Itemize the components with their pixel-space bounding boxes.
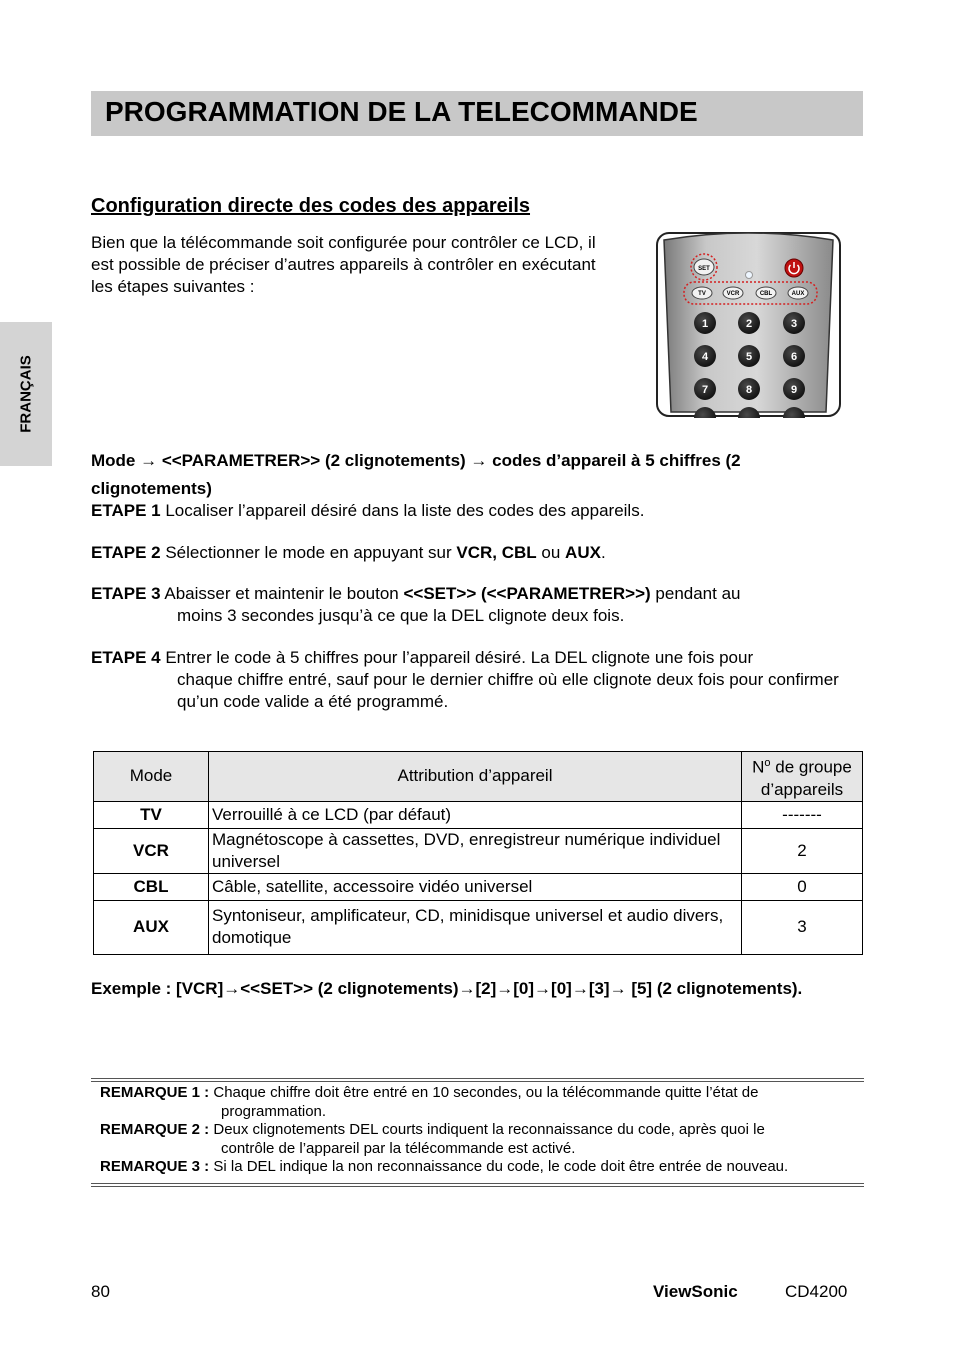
section-heading: Configuration directe des codes des appareils xyxy=(91,195,531,217)
note-continuation: programmation. xyxy=(221,1102,327,1120)
remote-label: 3 xyxy=(790,318,798,330)
group-number-cell: 0 xyxy=(742,873,863,900)
step-text-bold: AUX xyxy=(565,543,601,562)
step-text: pendant au xyxy=(650,584,741,603)
power-icon xyxy=(785,259,803,277)
remote-label: 5 xyxy=(745,351,753,363)
table-row xyxy=(94,873,863,900)
description-cell: Syntoniseur, amplificateur, CD, minidisque universel et audio divers, domotique xyxy=(209,900,742,954)
divider xyxy=(91,1081,864,1082)
note-2 xyxy=(91,1121,864,1158)
description-cell: Magnétoscope à cassettes, DVD, enregistreur numérique individuel universel xyxy=(209,828,742,873)
tv-button xyxy=(692,287,712,299)
remote-label: 2 xyxy=(745,318,753,330)
step-text: Entrer le code à 5 chiffres pour l’appareil désiré. La DEL clignote une fois pour xyxy=(160,648,754,667)
mode-cell: AUX xyxy=(94,900,209,954)
step-continuation: moins 3 secondes jusqu’à ce que la DEL clignote deux fois. xyxy=(177,606,625,625)
table-row xyxy=(94,900,863,954)
remote-label: 8 xyxy=(745,384,753,396)
remote-label: SET xyxy=(698,266,710,272)
remote-control-image xyxy=(656,232,842,418)
header-text: N xyxy=(752,757,765,777)
mode-cell: VCR xyxy=(94,828,209,873)
step-2 xyxy=(91,542,861,564)
digit-button xyxy=(783,345,805,367)
remote-label: 1 xyxy=(701,318,709,330)
vcr-button xyxy=(723,287,743,299)
step-text-bold: <<SET>> (<<PARAMETRER>>) xyxy=(403,584,651,603)
step-continuation: chaque chiffre entré, sauf pour le dernier chiffre où elle clignote deux fois pour confirmer qu’un code valide a été programmé. xyxy=(177,670,839,711)
digit-button xyxy=(738,378,760,400)
remote-label: 9 xyxy=(790,384,798,396)
remote-label: 4 xyxy=(701,351,709,363)
divider xyxy=(91,1186,864,1187)
digit-button xyxy=(694,345,716,367)
mode-sequence: Mode → <<PARAMETRER>> (2 clignotements) → codes d’appareil à 5 chiffres (2 clignotements) xyxy=(91,451,741,498)
led-icon xyxy=(746,272,753,279)
note-text: Deux clignotements DEL courts indiquent la reconnaissance du code, après quoi le xyxy=(209,1121,765,1138)
cbl-button xyxy=(756,287,776,299)
table-header xyxy=(742,752,863,802)
page-number: 80 xyxy=(91,1282,110,1301)
header-superscript: o xyxy=(764,757,771,769)
table-header-row xyxy=(94,752,863,802)
digit-button xyxy=(694,378,716,400)
header-text: de groupe d’appareils xyxy=(760,757,852,799)
note-label: REMARQUE 3 : xyxy=(100,1158,210,1175)
step-text: ou xyxy=(536,543,566,562)
remote-label: VCR xyxy=(726,291,740,297)
divider xyxy=(91,1183,864,1184)
step-text: Localiser l’appareil désiré dans la liste des codes des appareils. xyxy=(160,501,645,520)
step-label: ETAPE 2 xyxy=(91,543,161,562)
remote-label: 7 xyxy=(701,384,709,396)
step-text: . xyxy=(600,543,606,562)
page-title: PROGRAMMATION DE LA TELECOMMANDE xyxy=(105,96,698,127)
group-number-cell: 3 xyxy=(742,900,863,954)
note-1 xyxy=(91,1084,864,1121)
table-header: Mode xyxy=(94,752,209,802)
remote-label: AUX xyxy=(791,291,805,297)
step-text-bold: VCR, CBL xyxy=(456,543,537,562)
step-text: Sélectionner le mode en appuyant sur xyxy=(160,543,457,562)
model-name: CD4200 xyxy=(785,1282,848,1301)
step-text: Abaisser et maintenir le bouton xyxy=(160,584,404,603)
digit-button xyxy=(738,345,760,367)
intro-paragraph: Bien que la télécommande soit configurée pour contrôler ce LCD, il est possible de préciser d’autres appareils à contrôler en exécutant les étapes suivantes : xyxy=(91,233,596,296)
description-cell: Câble, satellite, accessoire vidéo universel xyxy=(209,873,742,900)
step-4 xyxy=(91,647,861,713)
note-text: Si la DEL indique la non reconnaissance du code, le code doit être entrée de nouveau. xyxy=(209,1158,789,1175)
step-label: ETAPE 3 xyxy=(91,584,161,603)
table-row xyxy=(94,828,863,873)
mode-cell: CBL xyxy=(94,873,209,900)
language-tab-label: FRANÇAIS xyxy=(17,355,35,433)
note-label: REMARQUE 2 : xyxy=(100,1121,210,1138)
note-label: REMARQUE 1 : xyxy=(100,1084,210,1101)
aux-button xyxy=(788,287,808,299)
note-3 xyxy=(91,1158,864,1177)
digit-button xyxy=(738,312,760,334)
description-cell: Verrouillé à ce LCD (par défaut) xyxy=(209,801,742,828)
remote-label: CBL xyxy=(759,291,773,297)
note-continuation: contrôle de l’appareil par la télécommande est activé. xyxy=(221,1139,576,1157)
remote-label: 6 xyxy=(790,351,798,363)
divider xyxy=(91,1078,864,1079)
remote-label: TV xyxy=(698,291,706,297)
step-label: ETAPE 1 xyxy=(91,501,161,520)
brand-name: ViewSonic xyxy=(653,1282,738,1301)
device-code-table xyxy=(93,751,863,955)
group-number-cell: 2 xyxy=(742,828,863,873)
table-row xyxy=(94,801,863,828)
digit-button xyxy=(694,312,716,334)
step-1 xyxy=(91,500,861,522)
digit-button xyxy=(783,378,805,400)
digit-button xyxy=(783,312,805,334)
mode-cell: TV xyxy=(94,801,209,828)
table-header: Attribution d’appareil xyxy=(209,752,742,802)
group-number-cell: ------- xyxy=(742,801,863,828)
example-sequence: Exemple : [VCR]→<<SET>> (2 clignotements)→[2]→[0]→[0]→[3]→ [5] (2 clignotements). xyxy=(91,979,803,998)
step-label: ETAPE 4 xyxy=(91,648,161,667)
notes-box xyxy=(91,1076,864,1189)
step-3 xyxy=(91,583,861,627)
note-text: Chaque chiffre doit être entré en 10 secondes, ou la télécommande quitte l’état de xyxy=(209,1084,759,1101)
